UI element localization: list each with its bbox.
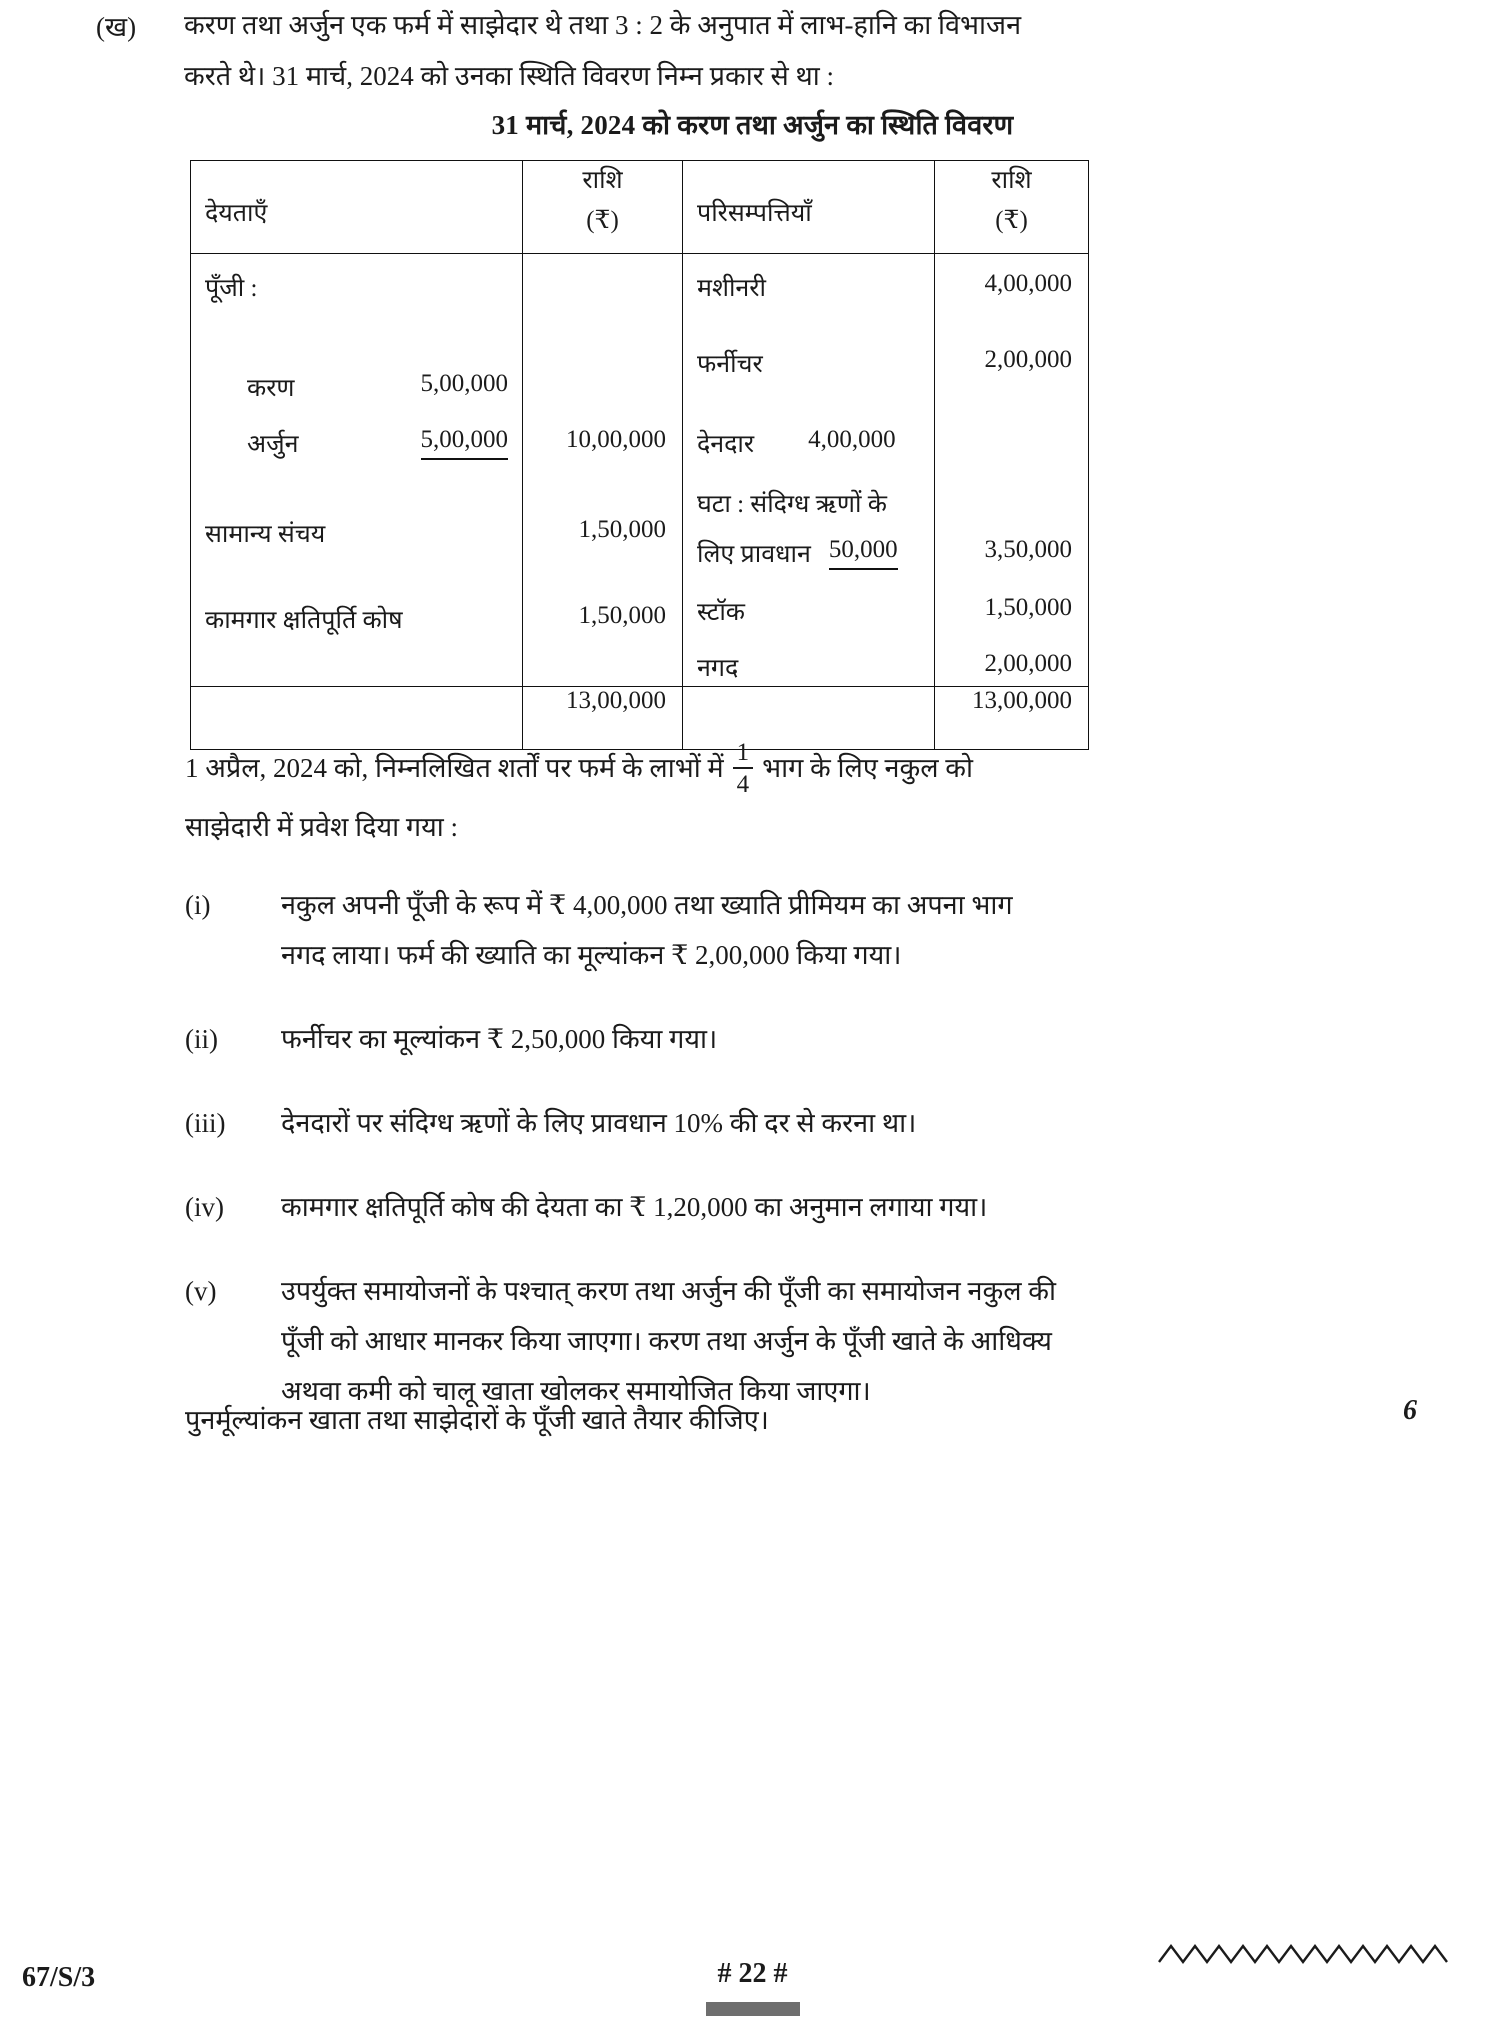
condition-number: (iv) <box>185 1192 224 1222</box>
paper-code: 67/S/3 <box>22 1962 96 1993</box>
header-liabilities <box>191 161 523 254</box>
conditions-list <box>185 880 1345 1450</box>
page-marker: # 22 # <box>717 1958 788 1989</box>
question-label: (ख) <box>96 12 137 42</box>
question-line-2: करते थे। 31 मार्च, 2024 को उनका स्थिति विवरण निम्न प्रकार से था : <box>184 61 835 91</box>
asset-row <box>697 536 924 570</box>
asset-name: स्टॉक <box>697 599 746 626</box>
condition-line: देनदारों पर संदिग्ध ऋणों के लिए प्रावधान 10% की दर से करना था। <box>281 1108 917 1138</box>
question-text <box>184 0 1416 102</box>
liability-inner-amount: 5,00,000 <box>421 426 509 460</box>
liability-inner-amount: 5,00,000 <box>420 370 508 397</box>
condition-line: पूँजी को आधार मानकर किया जाएगा। करण तथा अर्जुन के पूँजी खाते के आधिक्य <box>281 1326 1052 1356</box>
asset-name: घटा : संदिग्ध ऋणों के <box>697 491 887 518</box>
asset-row <box>697 346 924 380</box>
closing-instruction: पुनर्मूल्यांकन खाता तथा साझेदारों के पूँजी खाते तैयार कीजिए। <box>185 1405 769 1435</box>
asset-name: फर्नीचर <box>697 351 763 378</box>
balance-sheet-title: 31 मार्च, 2024 को करण तथा अर्जुन का स्थिति विवरण <box>491 110 1014 140</box>
liability-row <box>191 370 522 404</box>
condition-item <box>185 1182 1345 1232</box>
asset-row <box>697 486 924 520</box>
liability-name: कामगार क्षतिपूर्ति कोष <box>205 607 403 634</box>
asset-row <box>697 270 924 304</box>
condition-line: अथवा कमी को चालू खाता खोलकर समायोजित किया जाएगा। <box>281 1376 871 1406</box>
liability-name: पूँजी : <box>205 275 258 302</box>
condition-line: नगद लाया। फर्म की ख्याति का मूल्यांकन ₹ 2,00,000 किया गया। <box>281 940 902 970</box>
asset-amount: 3,50,000 <box>984 536 1072 563</box>
header-asset-amount <box>935 161 1089 254</box>
admission-line1-part-b: भाग के लिए नकुल को <box>762 753 974 783</box>
condition-text <box>281 880 1345 980</box>
condition-item <box>185 880 1345 980</box>
liability-amount-cell <box>523 254 683 687</box>
asset-inner-amount: 4,00,000 <box>808 426 896 453</box>
asset-amount: 2,00,000 <box>984 650 1072 677</box>
liability-row <box>191 516 522 550</box>
fraction-numerator: 1 <box>736 739 750 767</box>
asset-row <box>697 594 924 628</box>
asset-name: लिए प्रावधान <box>697 541 811 568</box>
condition-line: फर्नीचर का मूल्यांकन ₹ 2,50,000 किया गया। <box>281 1024 718 1054</box>
liability-amount: 1,50,000 <box>578 516 666 543</box>
header-liabilities-label: देयताएँ <box>205 200 268 227</box>
condition-text <box>281 1266 1345 1416</box>
condition-item <box>185 1014 1345 1064</box>
header-lia-amount-line2: (₹) <box>586 207 619 234</box>
asset-name: मशीनरी <box>697 275 767 302</box>
condition-number: (v) <box>185 1276 217 1306</box>
table-header-row <box>191 161 1089 254</box>
asset-name: नगद <box>697 655 739 682</box>
admission-line1-part-a: 1 अप्रैल, 2024 को, निम्नलिखित शर्तों पर फर्म के लाभों में <box>185 753 724 783</box>
one-fourth-fraction <box>733 740 754 797</box>
liability-amount: 1,50,000 <box>578 602 666 629</box>
footer-bar <box>706 2002 800 2016</box>
condition-text <box>281 1014 1345 1064</box>
asset-row <box>697 650 924 684</box>
asset-inner-amount: 50,000 <box>829 536 898 570</box>
condition-text <box>281 1182 1345 1232</box>
liability-name: सामान्य संचय <box>205 521 326 548</box>
header-lia-amount-line1: राशि <box>582 167 623 194</box>
header-ast-amount-line1: राशि <box>991 167 1032 194</box>
asset-row <box>697 426 924 460</box>
asset-amount: 4,00,000 <box>984 270 1072 297</box>
condition-number: (i) <box>185 890 211 920</box>
header-assets <box>683 161 935 254</box>
total-assets: 13,00,000 <box>935 687 1089 750</box>
header-ast-amount-line2: (₹) <box>995 207 1028 234</box>
condition-number: (iii) <box>185 1108 226 1138</box>
assets-cell <box>683 254 935 687</box>
asset-amount-cell <box>935 254 1089 687</box>
liability-name: अर्जुन <box>247 431 299 458</box>
condition-number: (ii) <box>185 1024 218 1054</box>
condition-line: नकुल अपनी पूँजी के रूप में ₹ 4,00,000 तथा ख्याति प्रीमियम का अपना भाग <box>281 890 1013 920</box>
liability-amount: 10,00,000 <box>566 426 666 453</box>
liability-row <box>191 270 522 304</box>
liability-row <box>191 426 522 460</box>
question-block <box>96 0 1416 102</box>
liability-name: करण <box>247 375 295 402</box>
condition-line: कामगार क्षतिपूर्ति कोष की देयता का ₹ 1,20,000 का अनुमान लगाया गया। <box>281 1192 988 1222</box>
asset-amount: 1,50,000 <box>984 594 1072 621</box>
asset-amount: 2,00,000 <box>984 346 1072 373</box>
condition-text <box>281 1098 1345 1148</box>
question-line-1: करण तथा अर्जुन एक फर्म में साझेदार थे तथा 3 : 2 के अनुपात में लाभ-हानि का विभाजन <box>184 10 1022 40</box>
table-body-row <box>191 254 1089 687</box>
fraction-denominator: 4 <box>733 767 754 797</box>
header-liability-amount <box>523 161 683 254</box>
condition-item <box>185 1266 1345 1416</box>
balance-sheet-table <box>190 160 1088 750</box>
condition-item <box>185 1098 1345 1148</box>
asset-name: देनदार <box>697 431 755 458</box>
total-liabilities: 13,00,000 <box>523 687 683 750</box>
liability-row <box>191 602 522 636</box>
marks-value: 6 <box>1403 1395 1417 1426</box>
wavy-line-decoration <box>1157 1938 1449 1972</box>
liabilities-cell <box>191 254 523 687</box>
admission-paragraph <box>185 740 1325 855</box>
condition-line: उपर्युक्त समायोजनों के पश्चात् करण तथा अर्जुन की पूँजी का समायोजन नकुल की <box>281 1276 1057 1306</box>
admission-line2: साझेदारी में प्रवेश दिया गया : <box>185 812 458 843</box>
header-assets-label: परिसम्पत्तियाँ <box>697 200 812 227</box>
